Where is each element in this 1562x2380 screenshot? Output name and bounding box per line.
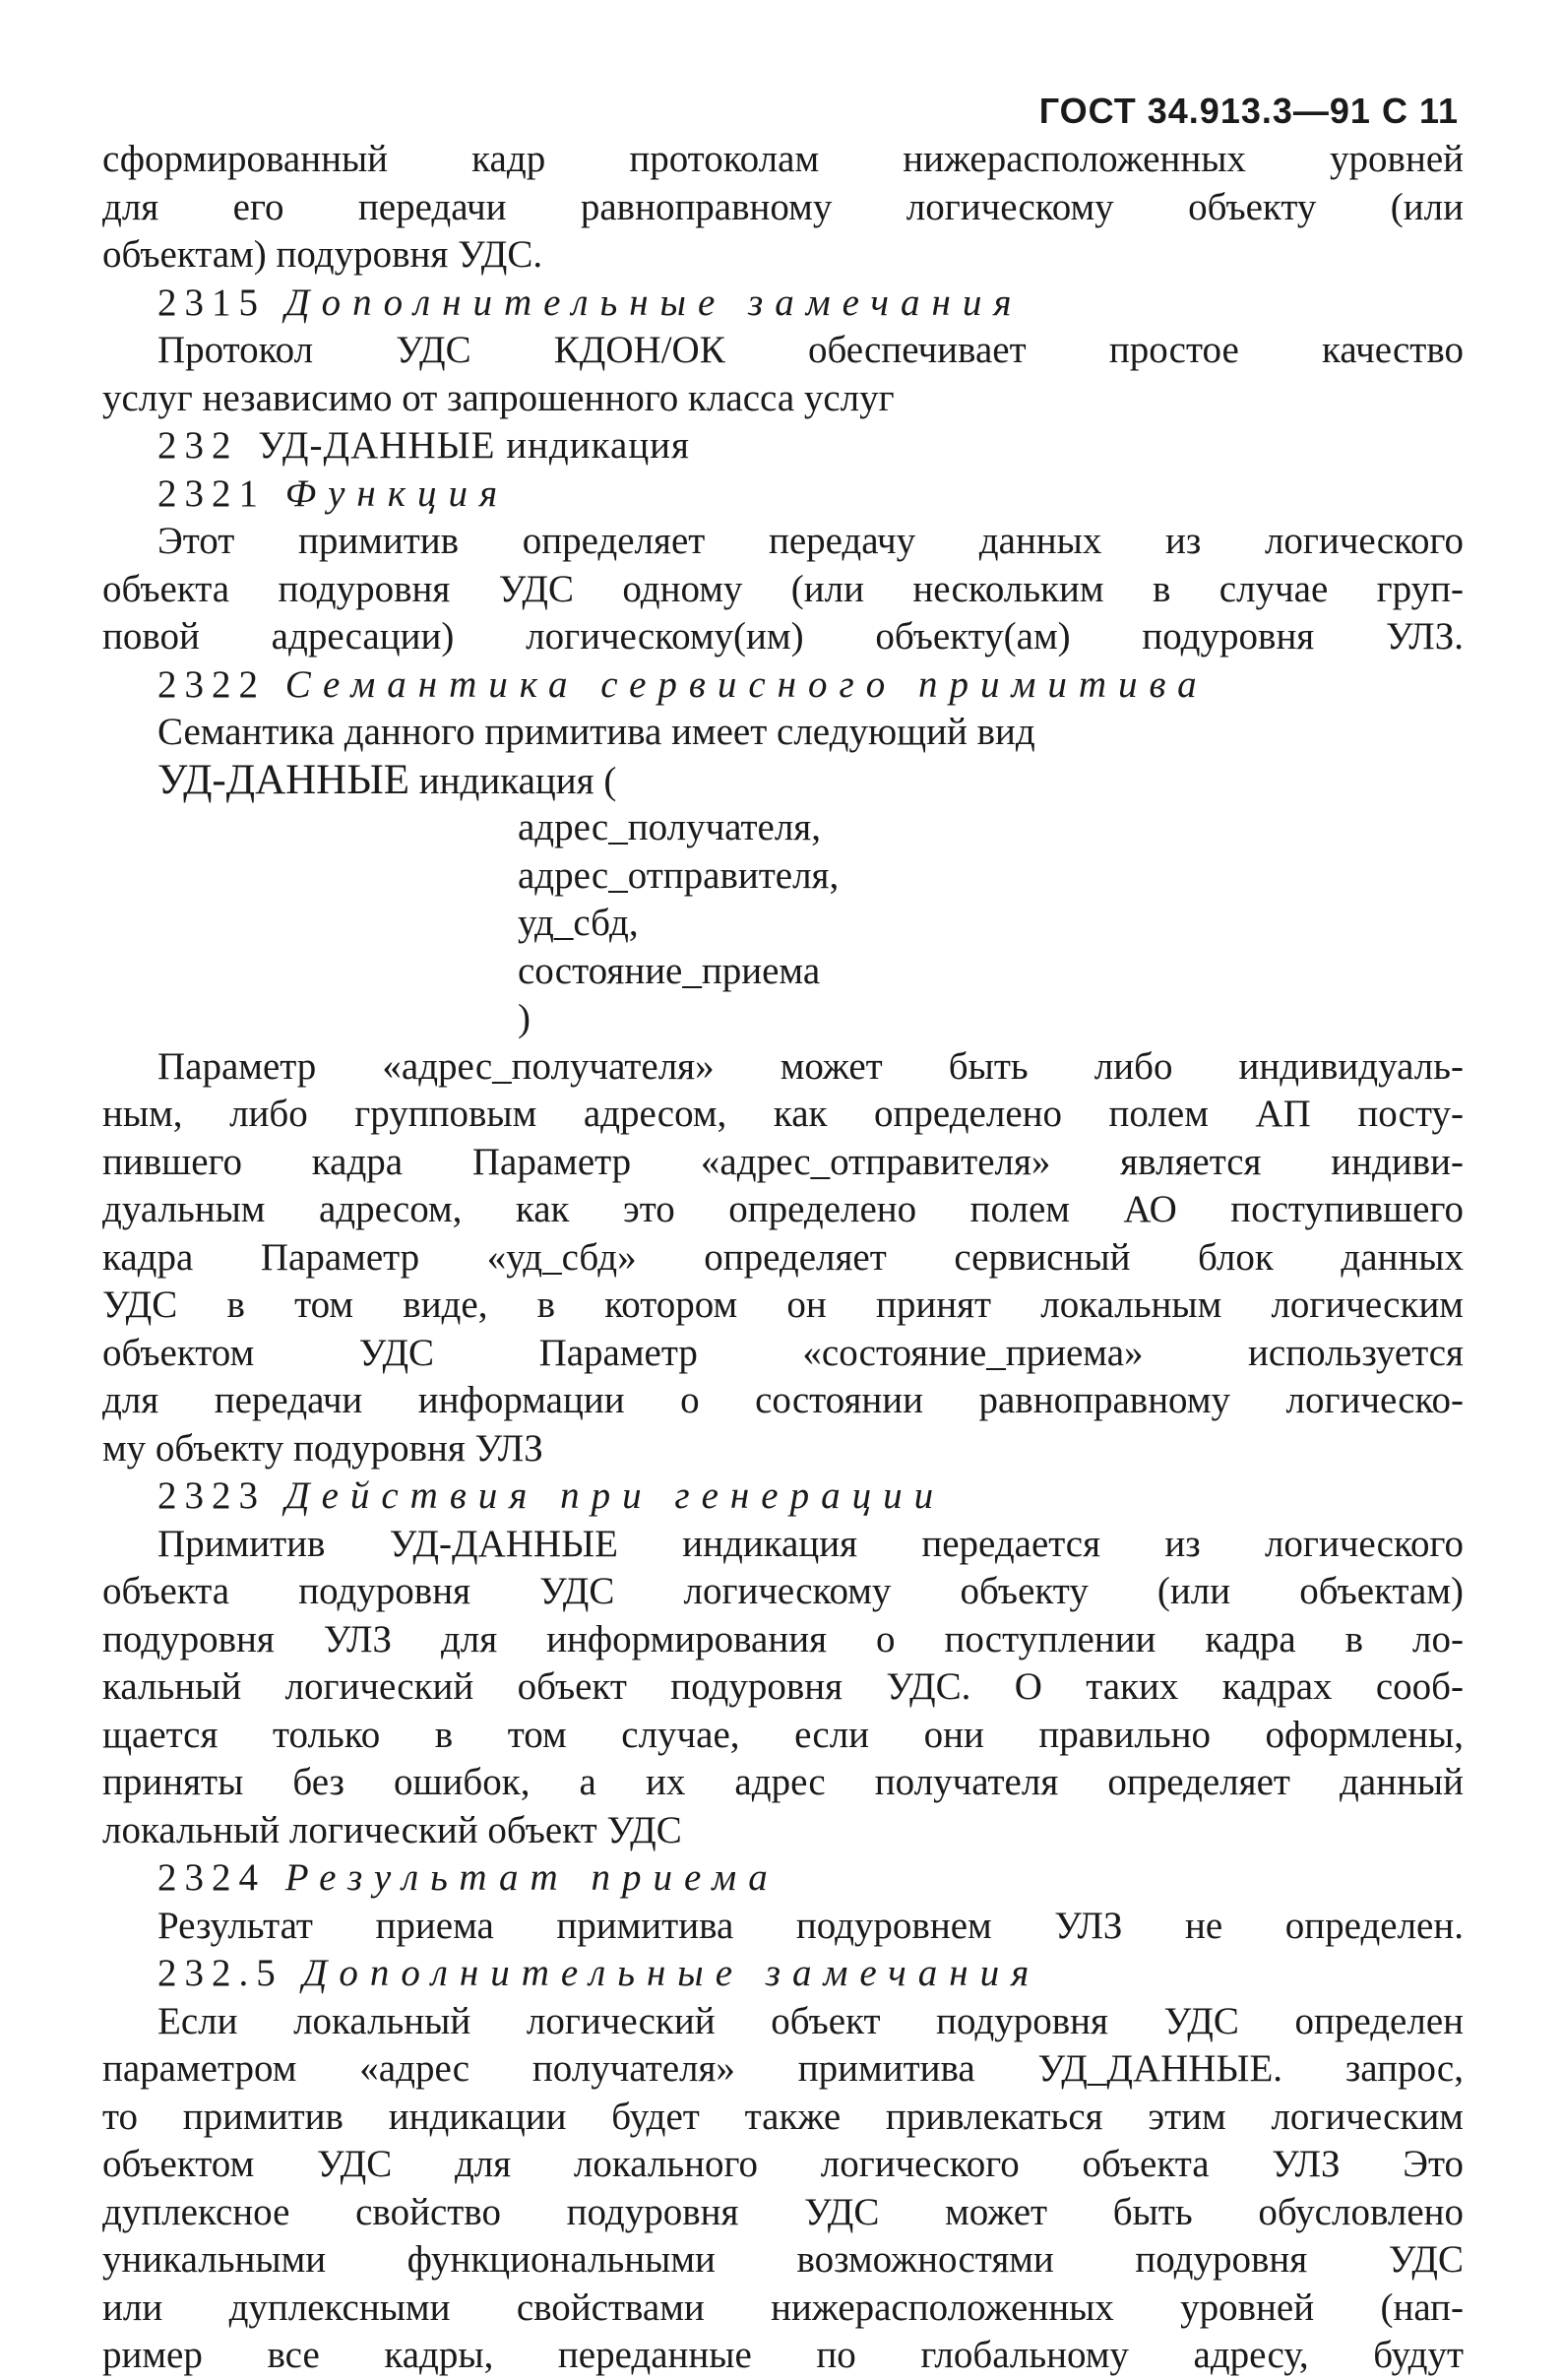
text-line: объекта подуровня УДС логическому объекту (или объектам)	[102, 1570, 1464, 1612]
text-line: параметром «адрес получателя» примитива УД_ДАННЫЕ. запрос,	[102, 2047, 1464, 2090]
closing-parenthesis: )	[518, 997, 531, 1039]
section-heading-2322	[102, 661, 1464, 710]
text-line: му объекту подуровня УЛЗ	[102, 1426, 543, 1470]
section-title: УД-ДАННЫЕ индикация	[258, 424, 690, 467]
section-number: 2323	[157, 1474, 266, 1517]
text-line: ным, либо групповым адресом, как определено полем АП посту-	[102, 1093, 1464, 1135]
text-line: объектам) подуровня УДС.	[102, 233, 543, 276]
section-title: Действия при генерации	[284, 1474, 946, 1517]
section-heading-232	[102, 422, 1464, 470]
text-line: для передачи информации о состоянии равноправному логическо-	[102, 1379, 1464, 1421]
text-line: Параметр «адрес_получателя» может быть либо индивидуаль-	[157, 1044, 1464, 1088]
section-heading-2315	[102, 280, 1464, 328]
text-line: дуальным адресом, как это определено полем АО поступившего	[102, 1188, 1464, 1230]
section-title: Дополнительные замечания	[302, 1952, 1041, 1994]
text-line: локальный логический объект УДС	[102, 1808, 682, 1851]
text-line: ример все кадры, переданные по глобальному адресу, будут	[102, 2334, 1464, 2376]
text-line: объектом УДС Параметр «состояние_приема» используется	[102, 1331, 1464, 1374]
text-line: объектом УДС для локального логического объекта УЛЗ Это	[102, 2143, 1464, 2185]
text-line: или дуплексными свойствами нижерасположенных уровней (нап-	[102, 2286, 1464, 2329]
text-line: сформированный кадр протоколам нижерасположенных уровней	[102, 138, 1464, 180]
page-body	[102, 136, 1464, 2380]
text-line: кадра Параметр «уд_сбд» определяет сервисный блок данных	[102, 1235, 1464, 1279]
text-line: Если локальный логический объект подуровня УДС определен	[157, 1999, 1464, 2042]
parameter-item: уд_сбд,	[518, 902, 639, 944]
text-line: Семантика данного примитива имеет следующий вид	[157, 711, 1035, 753]
parameter-item: адрес_отправителя,	[518, 853, 840, 897]
text-line: подуровня УЛЗ для информирования о поступлении кадра в ло-	[102, 1617, 1464, 1660]
text-line: повой адресации) логическому(им) объекту(ам) подуровня УЛЗ.	[102, 615, 1464, 658]
section-number: 2315	[157, 281, 266, 324]
text-line: Результат приема примитива подуровнем УЛЗ не определен.	[157, 1904, 1464, 1947]
section-heading-2321	[102, 470, 1464, 519]
text-line: Этот примитив определяет передачу данных из логического	[157, 520, 1464, 562]
text-line: для его передачи равноправному логическому объекту (или	[102, 185, 1464, 228]
text-line: уникальными функциональными возможностями подуровня УДС	[102, 2238, 1464, 2281]
section-title: Семантика сервисного примитива	[284, 662, 1209, 706]
section-heading-2324	[102, 1854, 1464, 1903]
parameter-item: состояние_приема	[518, 949, 821, 992]
section-number: 2321	[157, 471, 266, 515]
section-number: 232.5	[157, 1952, 283, 1994]
section-title: Результат приема	[284, 1856, 780, 1899]
section-number: 2322	[157, 662, 266, 706]
section-heading-2323	[102, 1472, 1464, 1521]
parameter-item: адрес_получателя,	[518, 806, 821, 848]
text-line: объекта подуровня УДС одному (или нескольким в случае груп-	[102, 567, 1464, 610]
primitive-type: индикация (	[418, 759, 617, 802]
text-line: Протокол УДС КДОН/ОК обеспечивает простое качество	[157, 329, 1464, 371]
text-line: УДС в том виде, в котором он принят локальным логическим	[102, 1284, 1464, 1326]
text-line: щается только в том случае, если они правильно оформлены,	[102, 1713, 1464, 1756]
text-line: дуплексное свойство подуровня УДС может быть обусловлено	[102, 2190, 1464, 2233]
section-number: 232	[157, 424, 239, 467]
primitive-signature	[102, 757, 1464, 805]
primitive-name: УД-ДАННЫЕ	[157, 756, 410, 803]
page-header: ГОСТ 34.913.3—91 С 11	[1038, 91, 1459, 131]
text-line: то примитив индикации будет также привлекаться этим логическим	[102, 2095, 1464, 2138]
section-title: Дополнительные замечания	[284, 281, 1024, 324]
text-line: услуг независимо от запрошенного класса услуг	[102, 376, 895, 419]
section-title: Функция	[284, 471, 510, 515]
text-line: Примитив УД-ДАННЫЕ индикация передается из логического	[157, 1522, 1464, 1565]
text-line: приняты без ошибок, а их адрес получателя определяет данный	[102, 1761, 1464, 1803]
text-line: пившего кадра Параметр «адрес_отправителя» является индиви-	[102, 1140, 1464, 1183]
section-number: 2324	[157, 1856, 266, 1899]
text-line: кальный логический объект подуровня УДС. О таких кадрах сооб-	[102, 1665, 1464, 1708]
section-heading-2325	[102, 1950, 1464, 1998]
